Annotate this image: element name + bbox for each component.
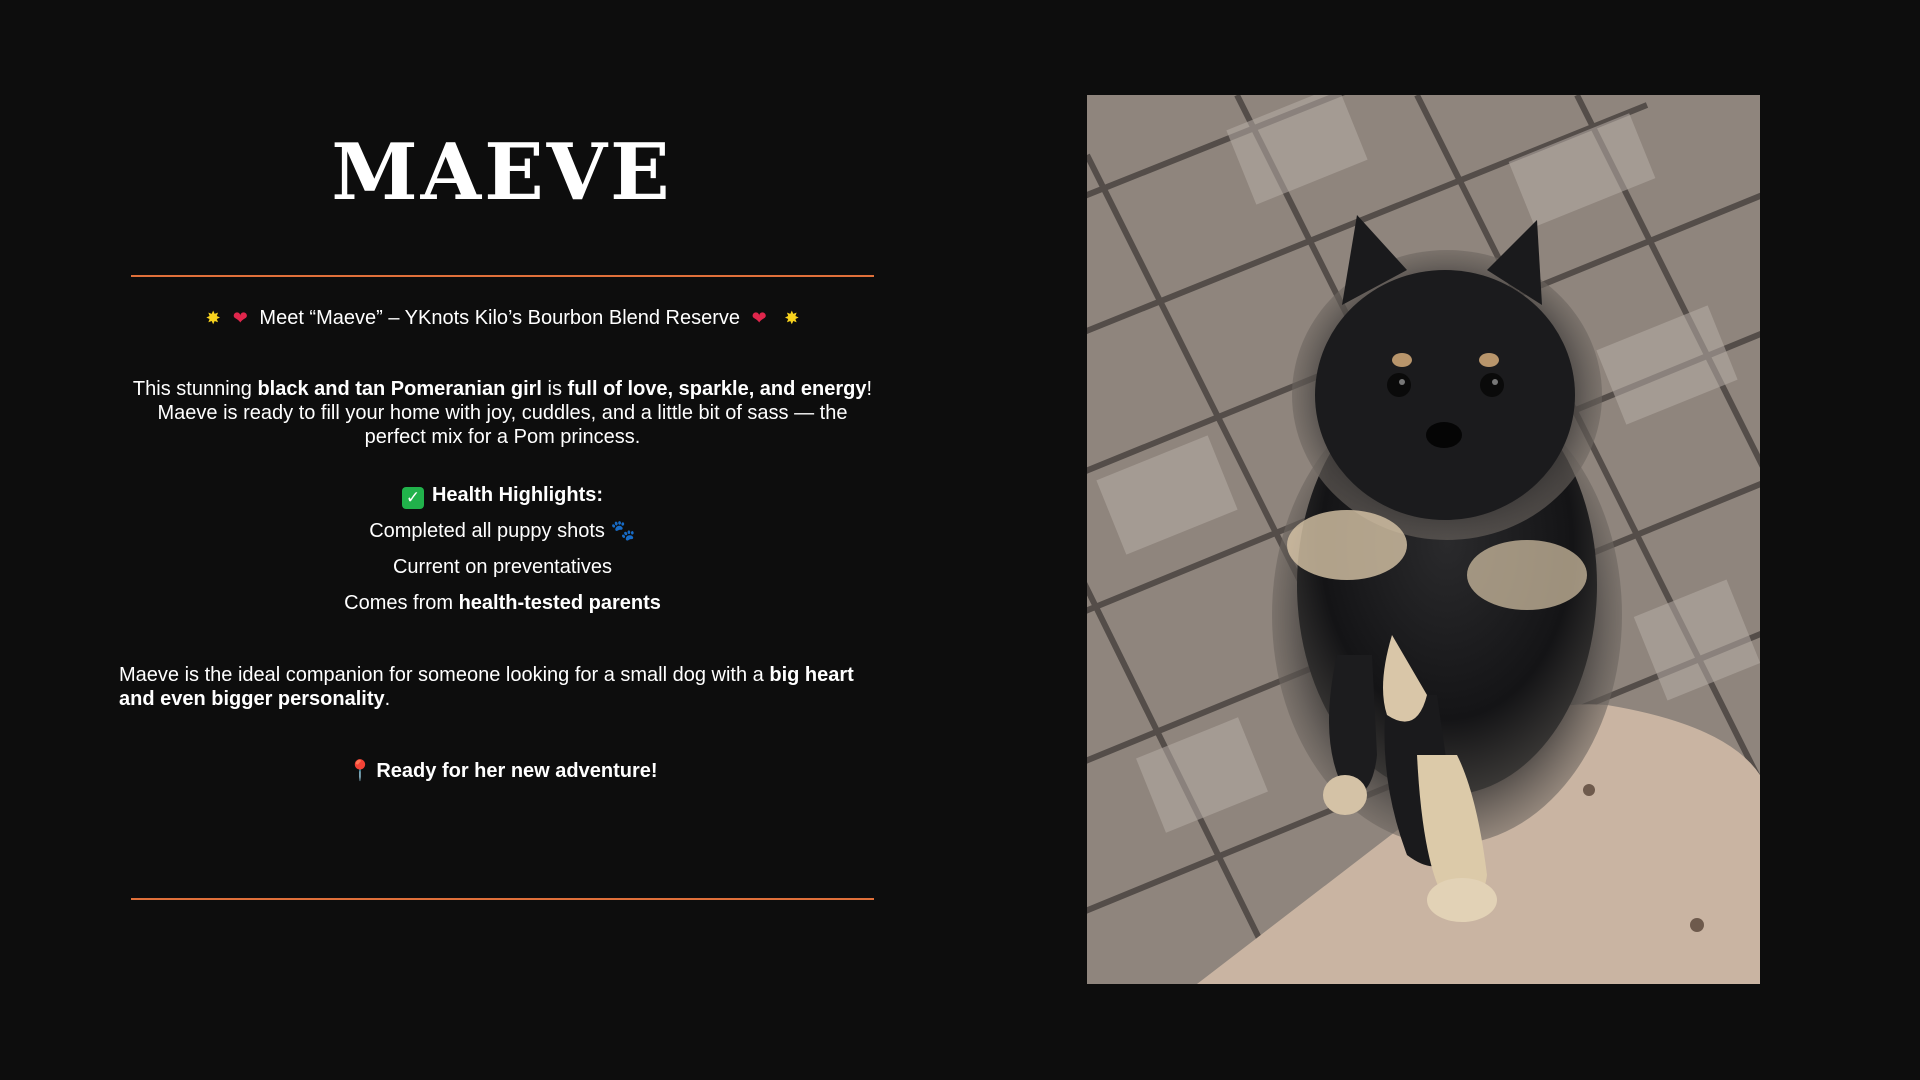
broken-heart-icon: ❤ <box>751 308 767 328</box>
companion-paragraph <box>119 663 879 711</box>
intro-paragraph <box>131 377 874 449</box>
broken-heart-icon: ❤ <box>232 308 248 328</box>
health-item <box>131 591 874 615</box>
health-item-text: Comes from <box>344 592 459 614</box>
intro-text: This stunning <box>132 378 258 400</box>
paw-print-icon: 🐾 <box>610 520 636 542</box>
companion-bold: big heart and even bigger personality <box>119 664 854 710</box>
intro-second-line: Maeve is ready to fill your home with joy, cuddles, and a little bit of sass — the perfect mix for a Pom princess. <box>157 402 848 448</box>
health-item-bold: health-tested parents <box>458 592 661 614</box>
page-title: MAEVE <box>331 127 673 218</box>
intro-text: ! <box>866 378 873 400</box>
sparkle-star-icon: ✸ <box>784 308 800 328</box>
health-item <box>131 555 874 579</box>
companion-text: Maeve is the ideal companion for someone looking for a small dog with a <box>119 664 770 686</box>
health-heading <box>131 483 874 509</box>
meet-line <box>131 305 874 331</box>
check-mark-icon: ✓ <box>402 487 424 509</box>
companion-text: . <box>384 688 391 710</box>
pin-icon: 📍 <box>347 760 373 782</box>
intro-bold-breed: black and tan Pomeranian girl <box>257 378 542 400</box>
health-item-text: Completed all puppy shots <box>369 520 605 542</box>
divider-top <box>131 275 874 277</box>
health-item <box>131 519 874 543</box>
divider-bottom <box>131 898 874 900</box>
intro-bold-traits: full of love, sparkle, and energy <box>567 378 867 400</box>
health-item-text: Current on preventatives <box>392 556 612 578</box>
intro-text: is <box>541 378 568 400</box>
puppy-photo <box>1087 95 1760 984</box>
ready-line <box>131 759 874 783</box>
sparkle-star-icon: ✸ <box>205 308 221 328</box>
meet-text: Meet “Maeve” – YKnots Kilo’s Bourbon Blend Reserve <box>259 307 741 329</box>
health-heading-text: Health Highlights: <box>431 484 604 506</box>
ready-text: Ready for her new adventure! <box>376 760 658 782</box>
